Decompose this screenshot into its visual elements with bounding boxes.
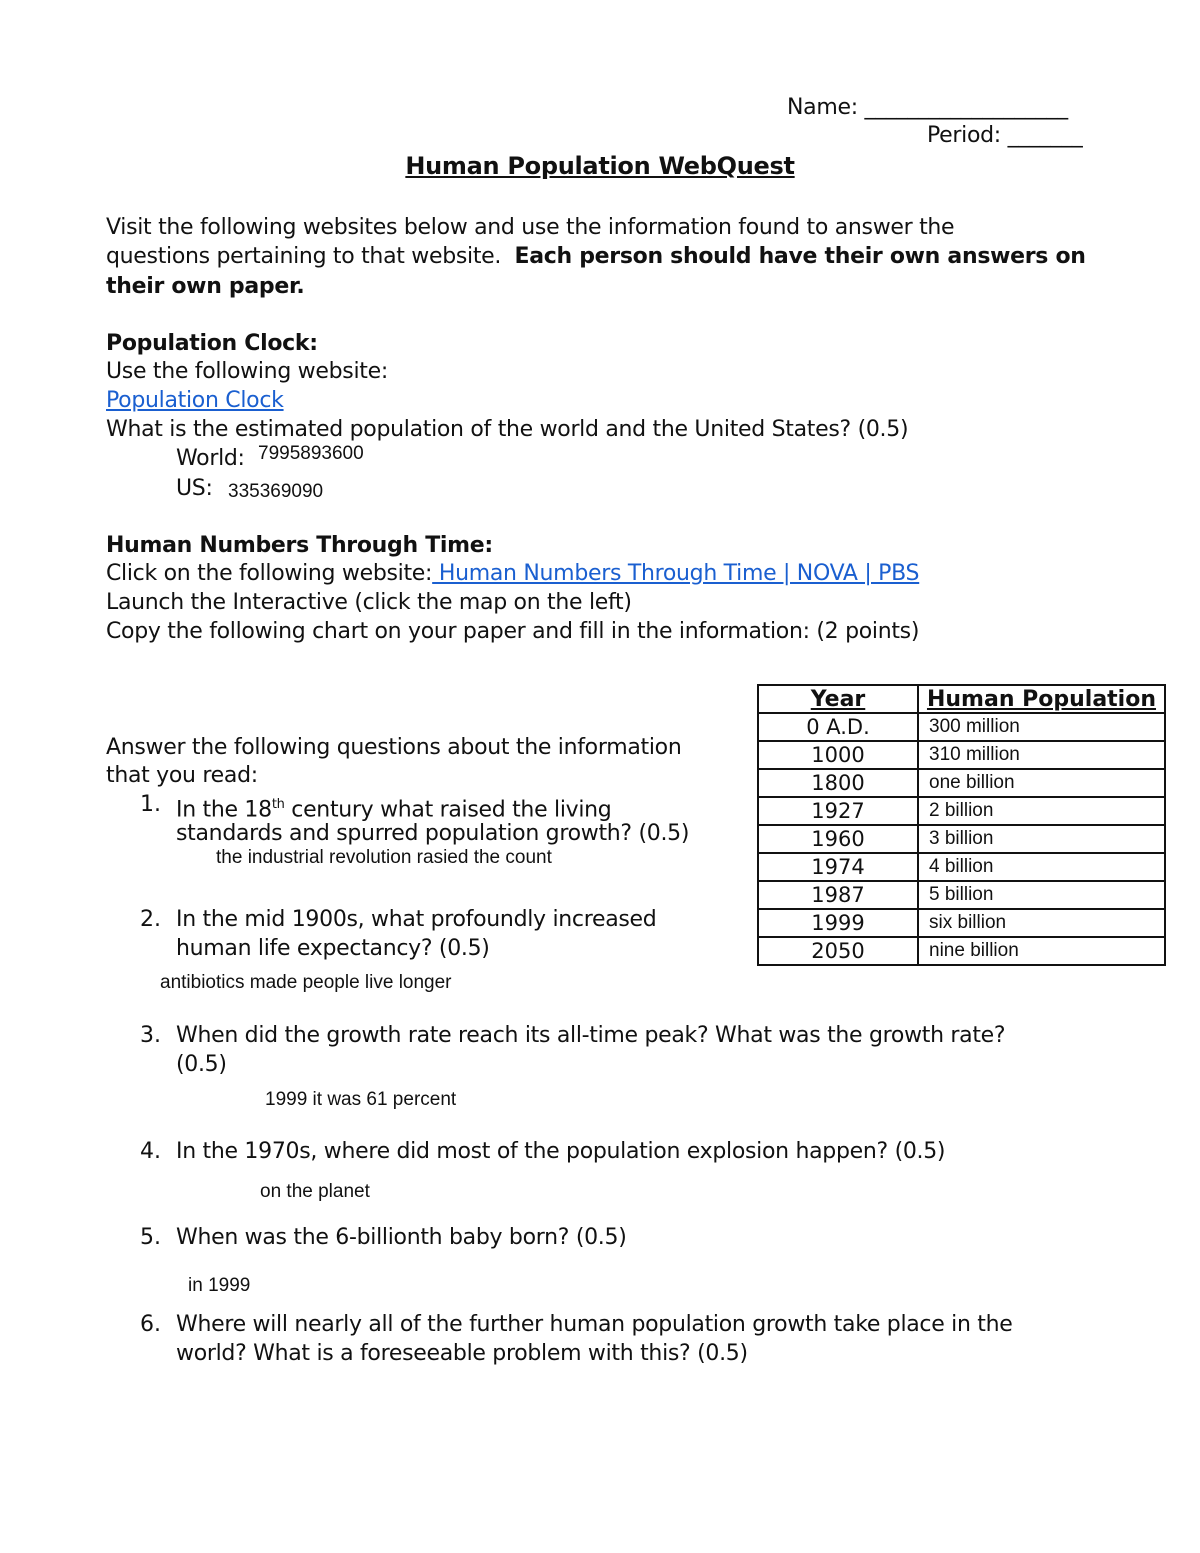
year-cell: 1987 <box>758 881 918 909</box>
year-cell: 1927 <box>758 797 918 825</box>
table-row <box>758 825 1165 853</box>
world-answer[interactable]: 7995893600 <box>258 443 364 464</box>
intro-plain-text: questions pertaining to that website. <box>106 244 502 269</box>
launch-instruction: Launch the Interactive (click the map on the left) <box>106 590 632 615</box>
q2-number: 2. <box>140 907 161 932</box>
q1-line-2: standards and spurred population growth? (0.5) <box>176 821 690 846</box>
population-cell[interactable]: 4 billion <box>918 853 1165 881</box>
table-row <box>758 909 1165 937</box>
population-cell[interactable]: 300 million <box>918 713 1165 741</box>
table-header-year: Year <box>758 685 918 713</box>
q5-answer[interactable]: in 1999 <box>188 1275 251 1296</box>
population-cell[interactable]: nine billion <box>918 937 1165 965</box>
table-row <box>758 769 1165 797</box>
intro-line-1: Visit the following websites below and use the information found to answer the <box>106 215 955 240</box>
year-cell: 1974 <box>758 853 918 881</box>
q3-number: 3. <box>140 1023 161 1048</box>
q4-answer[interactable]: on the planet <box>260 1181 370 1202</box>
table-row <box>758 937 1165 965</box>
intro-line-2 <box>106 242 1086 271</box>
q4-line-1: In the 1970s, where did most of the population explosion happen? (0.5) <box>176 1139 946 1164</box>
table-header-row <box>758 685 1165 713</box>
q3-line-1: When did the growth rate reach its all-time peak? What was the growth rate? <box>176 1023 1006 1048</box>
page-title: Human Population WebQuest <box>405 152 795 180</box>
q6-line-2: world? What is a foreseeable problem with this? (0.5) <box>176 1341 748 1366</box>
intro-line-3: their own paper. <box>106 274 305 299</box>
year-cell: 1960 <box>758 825 918 853</box>
q3-line-2: (0.5) <box>176 1052 227 1077</box>
population-clock-instruction: Use the following website: <box>106 359 388 384</box>
population-cell[interactable]: 5 billion <box>918 881 1165 909</box>
q4-number: 4. <box>140 1139 161 1164</box>
q2-line-1: In the mid 1900s, what profoundly increased <box>176 907 657 932</box>
q1-line-1: In the 18th century what raised the living <box>176 797 612 823</box>
year-cell: 1999 <box>758 909 918 937</box>
population-cell[interactable]: six billion <box>918 909 1165 937</box>
population-cell[interactable]: 310 million <box>918 741 1165 769</box>
questions-intro-line-2: that you read: <box>106 763 258 788</box>
q2-line-2: human life expectancy? (0.5) <box>176 936 490 961</box>
questions-intro-line-1: Answer the following questions about the information <box>106 735 682 760</box>
q2-answer[interactable]: antibiotics made people live longer <box>160 972 452 993</box>
population-cell[interactable]: one billion <box>918 769 1165 797</box>
year-cell: 0 A.D. <box>758 713 918 741</box>
population-clock-link[interactable]: Population Clock <box>106 388 284 413</box>
population-table <box>757 684 1166 966</box>
intro-bold-text: Each person should have their own answers on <box>514 244 1086 269</box>
q5-number: 5. <box>140 1225 161 1250</box>
us-label: US: <box>176 476 213 501</box>
q3-answer[interactable]: 1999 it was 61 percent <box>265 1089 457 1110</box>
table-header-population: Human Population <box>918 685 1165 713</box>
copy-chart-instruction: Copy the following chart on your paper and fill in the information: (2 points) <box>106 619 920 644</box>
year-cell: 1000 <box>758 741 918 769</box>
human-numbers-instruction-text: Click on the following website: <box>106 561 433 586</box>
name-field[interactable]: Name: ___________________ <box>787 95 1068 120</box>
population-clock-question: What is the estimated population of the world and the United States? (0.5) <box>106 417 909 442</box>
period-field[interactable]: Period: _______ <box>927 123 1083 148</box>
table-row <box>758 741 1165 769</box>
year-cell: 2050 <box>758 937 918 965</box>
table-row <box>758 881 1165 909</box>
q6-number: 6. <box>140 1312 161 1337</box>
human-numbers-heading: Human Numbers Through Time: <box>106 533 493 558</box>
world-label: World: <box>176 446 245 471</box>
table-row <box>758 853 1165 881</box>
q6-line-1: Where will nearly all of the further human population growth take place in the <box>176 1312 1013 1337</box>
table-row <box>758 797 1165 825</box>
table-row <box>758 713 1165 741</box>
year-cell: 1800 <box>758 769 918 797</box>
human-numbers-instruction <box>106 559 919 588</box>
human-numbers-link[interactable]: Human Numbers Through Time | NOVA | PBS <box>432 561 920 586</box>
q1-number: 1. <box>140 792 161 817</box>
population-cell[interactable]: 2 billion <box>918 797 1165 825</box>
q1-answer[interactable]: the industrial revolution rasied the count <box>216 847 552 868</box>
q5-line-1: When was the 6-billionth baby born? (0.5) <box>176 1225 627 1250</box>
us-answer[interactable]: 335369090 <box>228 481 324 502</box>
population-clock-heading: Population Clock: <box>106 331 318 356</box>
population-cell[interactable]: 3 billion <box>918 825 1165 853</box>
